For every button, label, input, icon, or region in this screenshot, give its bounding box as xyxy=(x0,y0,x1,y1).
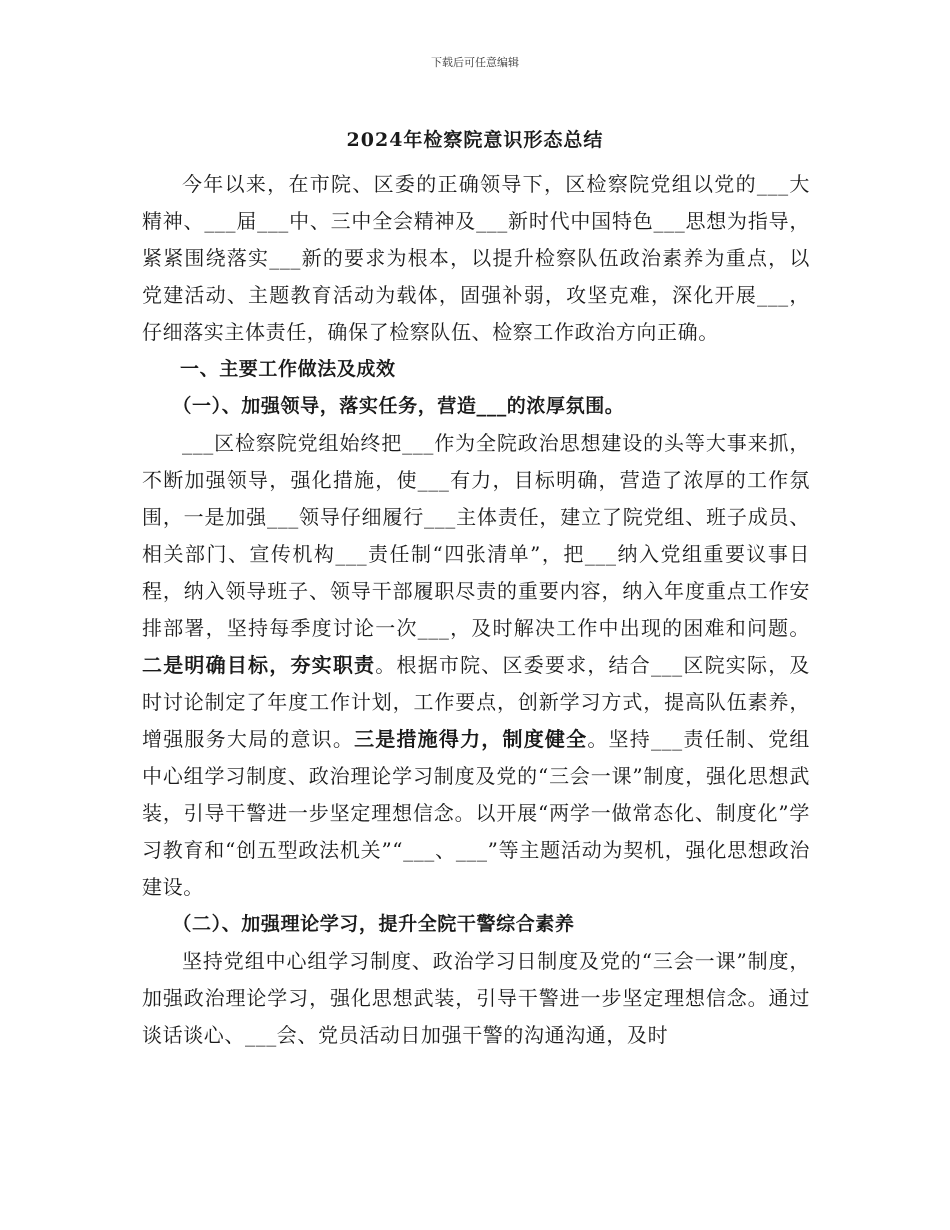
subsection-1-paragraph xyxy=(142,425,810,906)
subsection-heading-2: （二）、加强理论学习，提升全院干警综合素养 xyxy=(172,913,575,935)
subsection-heading-1: （一）、加强领导，落实任务，营造___的浓厚氛围。 xyxy=(172,395,625,417)
subsection-2-paragraph: 坚持党组中心组学习制度、政治学习日制度及党的“三会一课”制度，加强政治理论学习，强化思想武装，引导干警进一步坚定理想信念。通过谈话谈心、___会、党员活动日加强干警的沟通沟通，及时 xyxy=(142,949,810,1047)
bold-phrase-2: 二是明确目标，夯实职责 xyxy=(142,653,376,677)
paragraph-text: ___区检察院党组始终把___作为全院政治思想建设的头等大事来抓，不断加强领导，强化措施，使___有力，目标明确，营造了浓厚的工作氛围，一是加强___领导仔细履行___主体责任，建立了院党组、班子成员、相关部门、宣传机构___责任制“四张清单”，把___纳入党组重要议事日程，纳入领导班子、领导干部履职尽责的重要内容，纳入年度重点工作安排部署，坚持每季度讨论一次___，及时解决工作中出现的困难和问题。 xyxy=(142,431,810,640)
document-body xyxy=(142,166,810,1054)
paragraph-text: 。坚持___责任制、党组中心组学习制度、政治理论学习制度及党的“三会一课”制度，强化思想武装，引导干警进一步坚定理想信念。以开展“两学一做常态化、制度化”学习教育和“创五型政法机关”“___、___”等主题活动为契机，强化思想政治建设。 xyxy=(142,727,810,899)
bold-phrase-3: 三是措施得力，制度健全 xyxy=(354,727,588,751)
intro-paragraph: 今年以来，在市院、区委的正确领导下，区检察院党组以党的___大精神、___届___中、三中全会精神及___新时代中国特色___思想为指导，紧紧围绕落实___新的要求为根本，以提升检察队伍政治素养为重点，以党建活动、主题教育活动为载体，固强补弱，攻坚克难，深化开展___，仔细落实主体责任，确保了检察队伍、检察工作政治方向正确。 xyxy=(142,172,810,344)
section-heading-1: 一、主要工作做法及成效 xyxy=(180,358,396,380)
document-title: 2024年检察院意识形态总结 xyxy=(346,129,604,151)
paragraph-text: 。根据市院、区委要求，结合___区院实际，及时讨论制定了年度工作计划，工作要点，创新学习方式，提高队伍素养，增强服务大局的意识。 xyxy=(142,653,810,751)
header-note: 下载后可任意编辑 xyxy=(431,56,519,69)
